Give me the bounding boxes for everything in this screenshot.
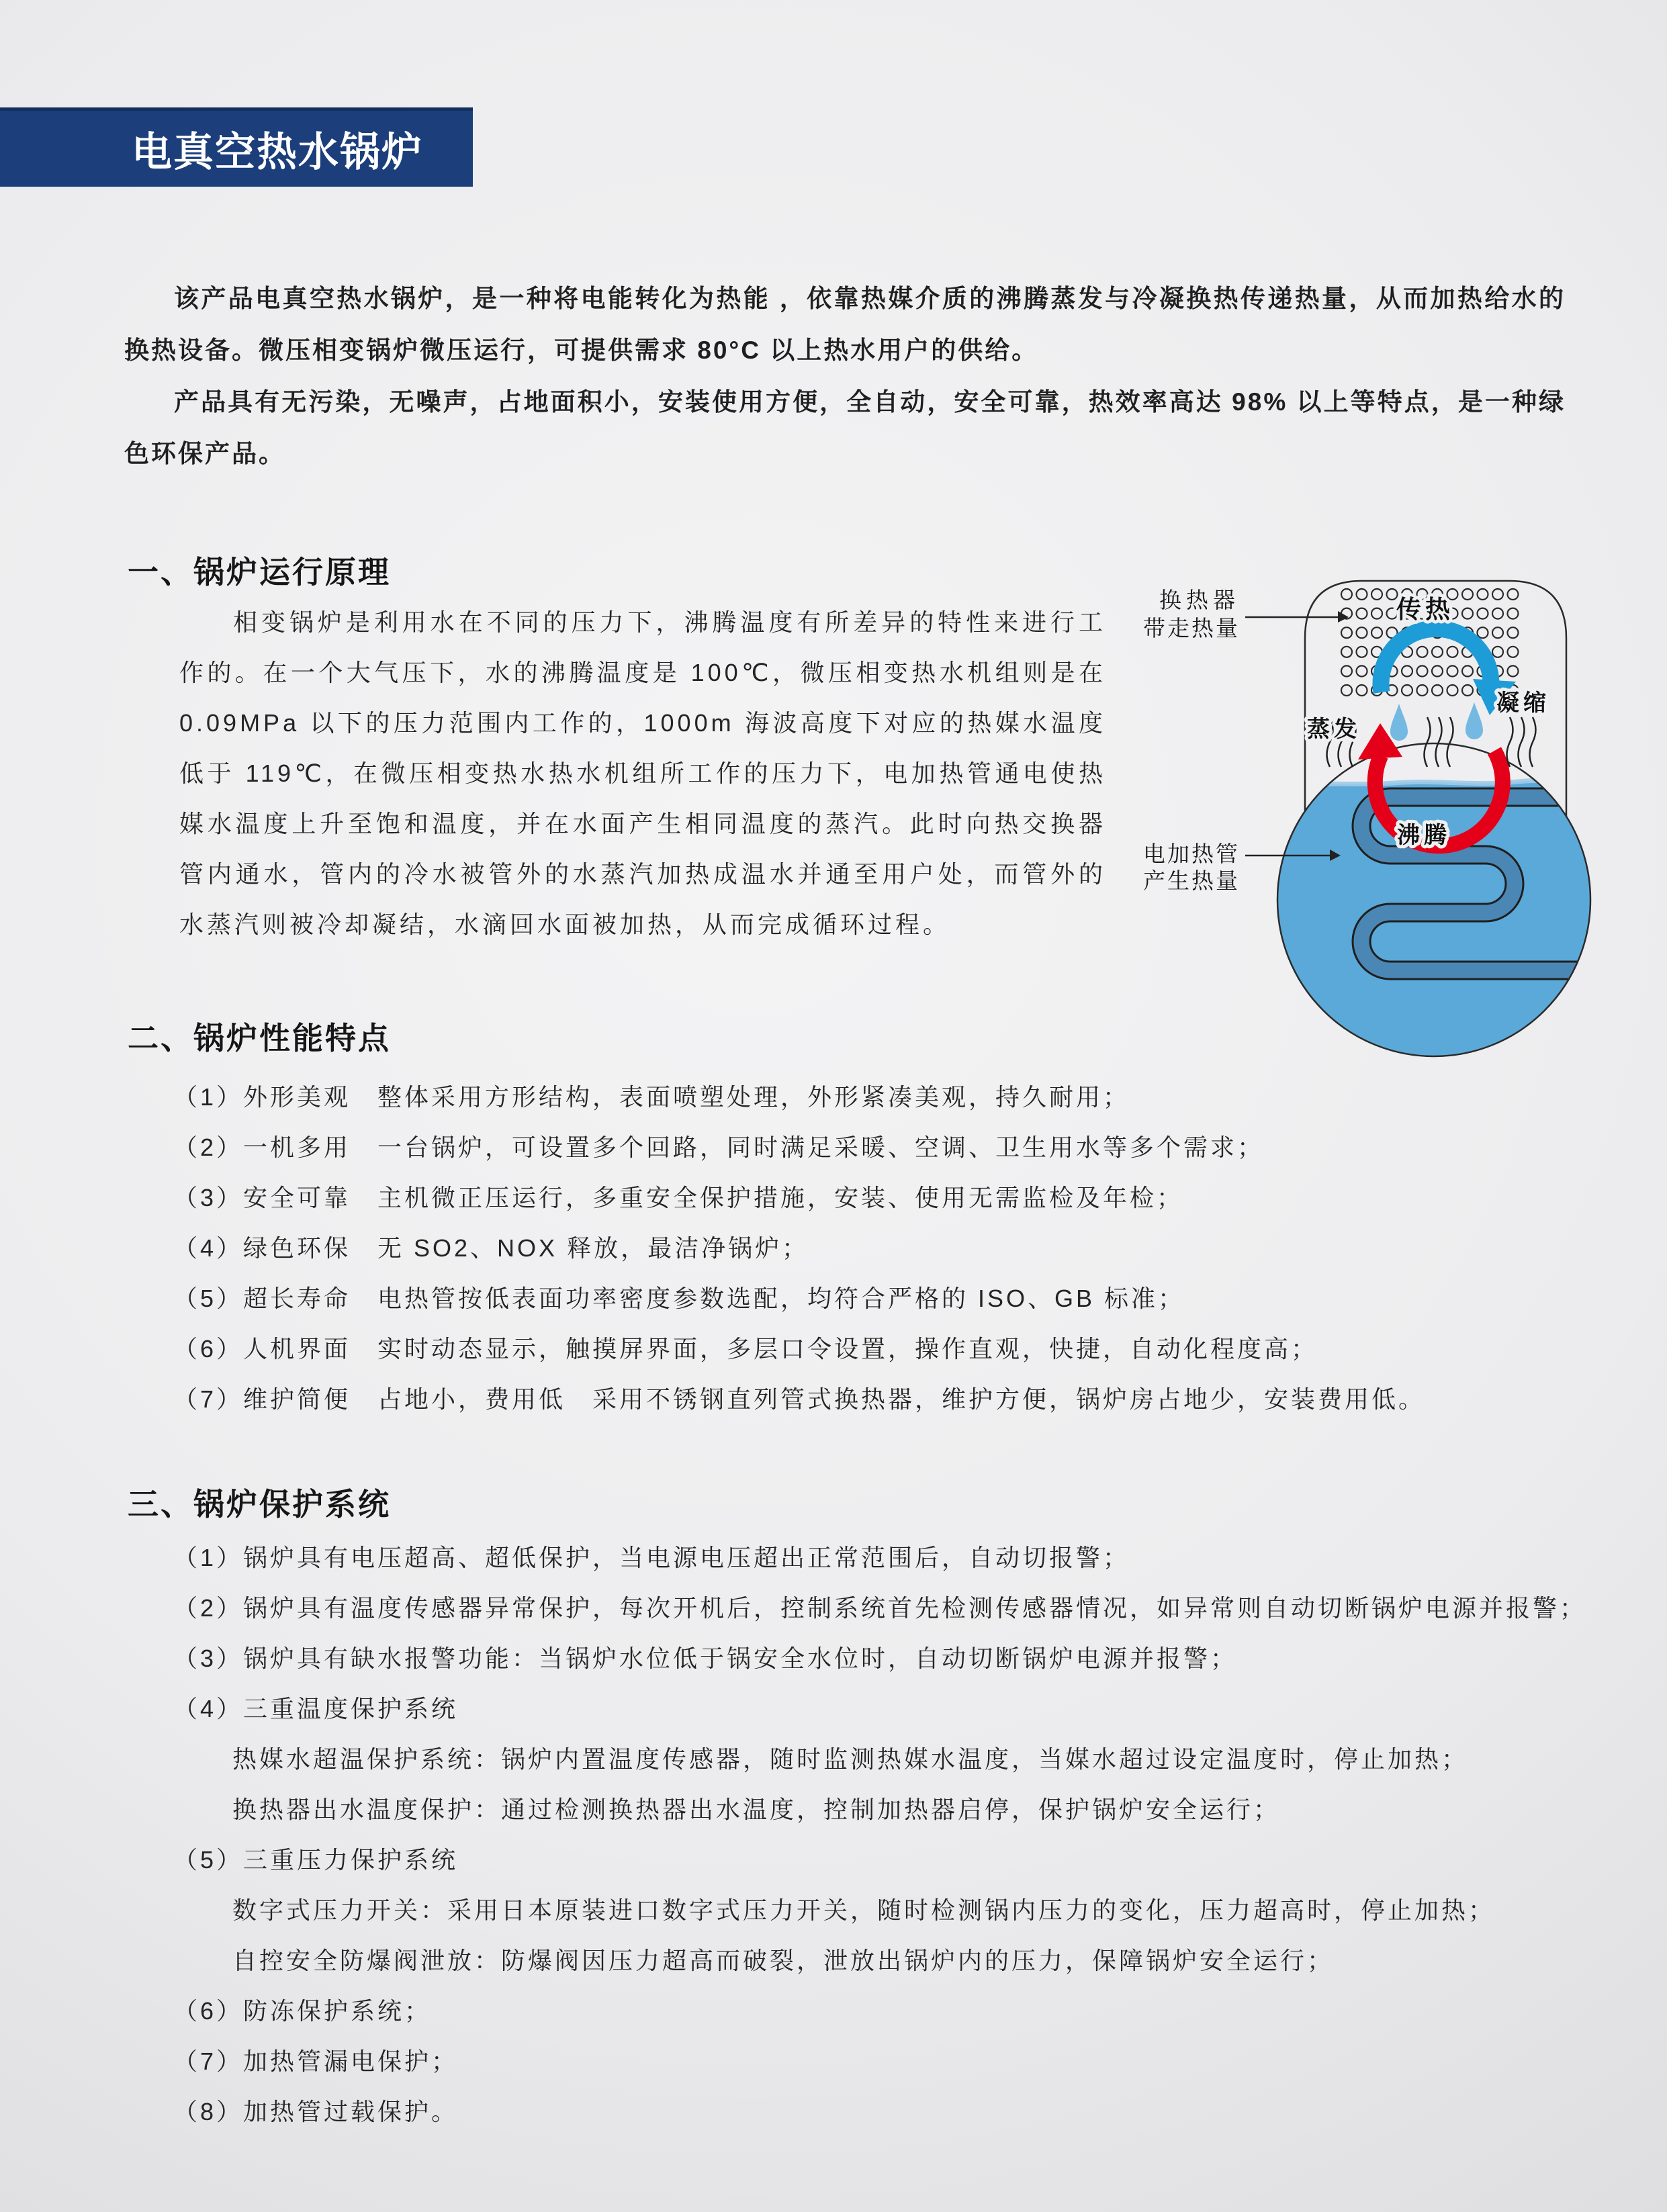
label-heater-line2: 产生热量 bbox=[1143, 868, 1240, 893]
protection-subitem: 数字式压力开关：采用日本原装进口数字式压力开关，随时检测锅内压力的变化，压力超高时，停止加热； bbox=[232, 1896, 1496, 1924]
label-heat-exchanger-line1: 换热器 bbox=[1159, 588, 1240, 612]
page-title: 电真空热水锅炉 bbox=[132, 129, 423, 175]
protection-subitem: 自控安全防爆阀泄放：防爆阀因压力超高而破裂，泄放出锅炉内的压力，保障锅炉安全运行； bbox=[232, 1947, 1335, 1974]
section-3-heading: 三、锅炉保护系统 bbox=[128, 1487, 391, 1522]
droplet-icon bbox=[1390, 702, 1483, 741]
protection-item: （2）锅炉具有温度传感器异常保护，每次开机后，控制系统首先检测传感器情况，如异常则自动切断锅炉电源并报警； bbox=[173, 1594, 1587, 1622]
label-heat-transfer: 传热 bbox=[1396, 596, 1454, 623]
feature-item: （6）人机界面 实时动态显示，触摸屏界面，多层口令设置，操作直观，快捷，自动化程度高； bbox=[173, 1335, 1318, 1363]
feature-item: （3）安全可靠 主机微正压运行，多重安全保护措施，安装、使用无需监检及年检； bbox=[173, 1184, 1184, 1211]
protection-item: （6）防冻保护系统； bbox=[173, 1997, 432, 2025]
feature-item: （2）一机多用 一台锅炉，可设置多个回路，同时满足采暖、空调、卫生用水等多个需求； bbox=[173, 1134, 1265, 1161]
label-condense: 凝缩 bbox=[1496, 690, 1550, 716]
section-2-heading: 二、锅炉性能特点 bbox=[128, 1021, 391, 1056]
intro-paragraph-2: 产品具有无污染，无噪声，占地面积小，安装使用方便，全自动，安全可靠，热效率高达 98% 以上等特点，是一种绿色环保产品。 bbox=[124, 388, 1566, 467]
protection-subitem: 热媒水超温保护系统：锅炉内置温度传感器，随时监测热媒水温度，当媒水超过设定温度时，停止加热； bbox=[232, 1745, 1469, 1773]
feature-item: （1）外形美观 整体采用方形结构，表面喷塑处理，外形紧凑美观，持久耐用； bbox=[173, 1083, 1130, 1111]
intro-paragraph-1: 该产品电真空热水锅炉，是一种将电能转化为热能 ，依靠热媒介质的沸腾蒸发与冷凝换热传递热量，从而加热给水的换热设备。微压相变锅炉微压运行，可提供需求 80°C 以上热水用户的供给。 bbox=[124, 285, 1566, 364]
feature-item: （5）超长寿命 电热管按低表面功率密度参数选配，均符合严格的 ISO、GB 标准； bbox=[173, 1285, 1185, 1312]
protection-item: （8）加热管过载保护。 bbox=[173, 2098, 459, 2125]
protection-item: （4）三重温度保护系统 bbox=[173, 1695, 459, 1722]
protection-item: （5）三重压力保护系统 bbox=[173, 1846, 459, 1874]
title-bar bbox=[0, 107, 473, 187]
protection-item: （3）锅炉具有缺水报警功能：当锅炉水位低于锅安全水位时，自动切断锅炉电源并报警； bbox=[173, 1645, 1238, 1672]
feature-list bbox=[173, 1072, 1425, 1424]
label-heater-line1: 电加热管 bbox=[1143, 841, 1240, 866]
protection-subitem: 换热器出水温度保护：通过检测换热器出水温度，控制加热器启停，保护锅炉安全运行； bbox=[232, 1796, 1281, 1823]
boiler-principle-diagram bbox=[1108, 554, 1605, 1071]
protection-list bbox=[173, 1532, 1586, 2137]
section-1-heading: 一、锅炉运行原理 bbox=[128, 555, 391, 590]
feature-item: （4）绿色环保 无 SO2、NOX 释放，最洁净锅炉； bbox=[173, 1234, 809, 1262]
intro-block bbox=[124, 273, 1566, 479]
label-evaporate: 蒸发 bbox=[1307, 717, 1361, 742]
section-1-paragraph: 相变锅炉是利用水在不同的压力下，沸腾温度有所差异的特性来进行工作的。在一个大气压下，水的沸腾温度是 100℃，微压相变热水机组则是在 0.09MPa 以下的压力范围内工作的，1000m 海波高度下对应的热媒水温度低于 119℃，在微压相变热水热水机组所工作的压力下，电加热管通电使热媒水温度上升至饱和温度，并在水面产生相同温度的蒸汽。此时向热交换器管内通水，管内的冷水被管外的水蒸汽加热成温水并通至用户处，而管外的水蒸汽则被冷却凝结，水滴回水面被加热，从而完成循环过程。 bbox=[179, 608, 1106, 938]
feature-item: （7）维护简便 占地小，费用低 采用不锈钢直列管式换热器，维护方便，锅炉房占地少，安装费用低。 bbox=[173, 1385, 1426, 1413]
protection-item: （7）加热管漏电保护； bbox=[173, 2047, 459, 2075]
protection-item: （1）锅炉具有电压超高、超低保护，当电源电压超出正常范围后，自动切报警； bbox=[173, 1544, 1130, 1571]
label-boiling: 沸腾 bbox=[1397, 823, 1451, 848]
label-heat-exchanger-line2: 带走热量 bbox=[1143, 616, 1240, 641]
